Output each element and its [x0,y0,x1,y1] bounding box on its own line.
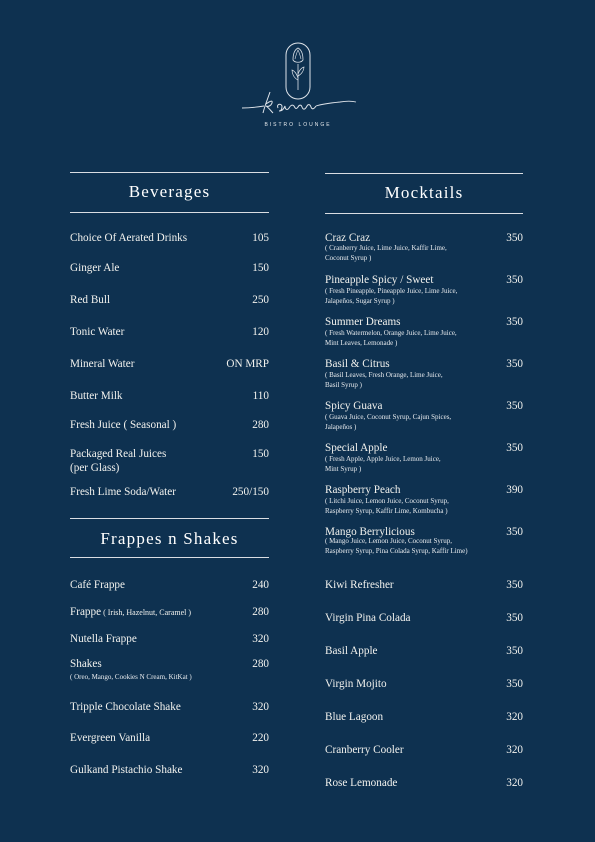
item-description: Coconut Syrup ) [325,254,372,262]
item-description: ( Litchi Juice, Lemon Juice, Coconut Syrup, [325,497,449,505]
item-description: Jalapeños, Sugar Syrup ) [325,297,395,305]
item-name: Basil & Citrus [325,358,390,370]
item-description: ( Guava Juice, Coconut Syrup, Cajun Spices, [325,413,452,421]
item-description: ( Fresh Pineapple, Pineapple Juice, Lime Juice, [325,287,458,295]
item-price: 350 [506,526,523,538]
item-price: 110 [252,390,269,402]
item-name: Pineapple Spicy / Sweet [325,274,434,286]
item-name: Cranberry Cooler [325,744,404,756]
item-price: 350 [506,274,523,286]
item-price: 220 [252,732,269,744]
item-description: Jalapeños ) [325,423,357,431]
item-name-text: Frappe [70,606,102,618]
item-name [70,605,191,620]
item-description: Mint Syrup ) [325,465,362,473]
divider [70,557,269,558]
item-price: 350 [506,678,523,690]
item-description: ( Basil Leaves, Fresh Orange, Lime Juice, [325,371,443,379]
item-price: ON MRP [226,358,269,370]
item-description: ( Fresh Watermelon, Orange Juice, Lime Juice, [325,329,457,337]
item-name: Red Bull [70,294,111,306]
item-name: Tripple Chocolate Shake [70,701,181,713]
item-description: Basil Syrup ) [325,381,362,389]
item-price: 320 [506,744,523,756]
item-price: 350 [506,232,523,244]
item-name: Summer Dreams [325,316,401,328]
item-price: 320 [252,701,269,713]
divider [70,518,269,519]
item-name: Virgin Mojito [325,678,387,690]
item-price: 350 [506,579,523,591]
item-price: 150 [252,448,269,460]
item-price: 280 [252,658,269,670]
item-name: Fresh Juice ( Seasonal ) [70,419,177,431]
item-price: 350 [506,400,523,412]
item-name: Craz Craz [325,232,371,244]
item-description: ( Fresh Apple, Apple Juice, Lemon Juice, [325,455,441,463]
item-name: Mineral Water [70,358,135,370]
item-name: Fresh Lime Soda/Water [70,486,176,498]
item-price: 350 [506,442,523,454]
item-name: Butter Milk [70,390,123,402]
item-price: 350 [506,612,523,624]
item-name: Ginger Ale [70,262,120,274]
item-price: 390 [506,484,523,496]
divider [325,173,523,174]
item-price: 280 [252,419,269,431]
item-description: Raspberry Syrup, Kaffir Lime, Kombucha ) [325,507,448,515]
section-title-mocktails: Mocktails [384,183,464,202]
divider [70,172,269,173]
item-price: 105 [252,232,269,244]
item-name: Special Apple [325,442,388,454]
item-price: 350 [506,645,523,657]
item-description: ( Oreo, Mango, Cookies N Cream, KitKat ) [70,673,192,681]
item-price: 350 [506,316,523,328]
item-name: Shakes [70,658,102,670]
section-title-beverages: Beverages [128,182,211,201]
item-name: Mango Berrylicious [325,526,415,538]
divider [70,212,269,213]
divider [325,213,523,214]
brand-subtitle: BISTRO LOUNGE [264,122,332,128]
item-name: Kiwi Refresher [325,579,394,591]
item-price: 320 [252,764,269,776]
item-name: Café Frappe [70,579,125,591]
item-name: Tonic Water [70,326,125,338]
item-description: ( Mango Juice, Lemon Juice, Coconut Syrup, [325,537,452,545]
tulip-logo-icon [236,38,360,122]
item-name: Gulkand Pistachio Shake [70,764,183,776]
item-price: 150 [252,262,269,274]
item-name: Spicy Guava [325,400,383,412]
item-name: Virgin Pina Colada [325,612,411,624]
item-price: 320 [252,633,269,645]
item-name: Choice Of Aerated Drinks [70,232,188,244]
item-price: 120 [252,326,269,338]
item-name-line-2: (per Glass) [70,462,120,474]
item-name: Basil Apple [325,645,378,657]
item-description: ( Cranberry Juice, Lime Juice, Kaffir Lime, [325,244,447,252]
item-price: 250 [252,294,269,306]
item-description: Mint Leaves, Lemonade ) [325,339,398,347]
item-name: Raspberry Peach [325,484,401,496]
item-price: 240 [252,579,269,591]
item-description: Raspberry Syrup, Pina Colada Syrup, Kaffir Lime) [325,547,468,555]
item-name: Packaged Real Juices [70,448,167,460]
item-name: Blue Lagoon [325,711,384,723]
item-price: 350 [506,358,523,370]
item-price: 320 [506,711,523,723]
item-price: 320 [506,777,523,789]
item-note: ( Irish, Hazelnut, Caramel ) [101,608,192,617]
section-title-frappes: Frappes n Shakes [100,529,239,548]
item-price: 250/150 [232,486,269,498]
item-name: Nutella Frappe [70,633,137,645]
brand-logo [236,38,360,134]
item-name: Evergreen Vanilla [70,732,151,744]
item-name: Rose Lemonade [325,777,398,789]
item-price: 280 [252,606,269,618]
